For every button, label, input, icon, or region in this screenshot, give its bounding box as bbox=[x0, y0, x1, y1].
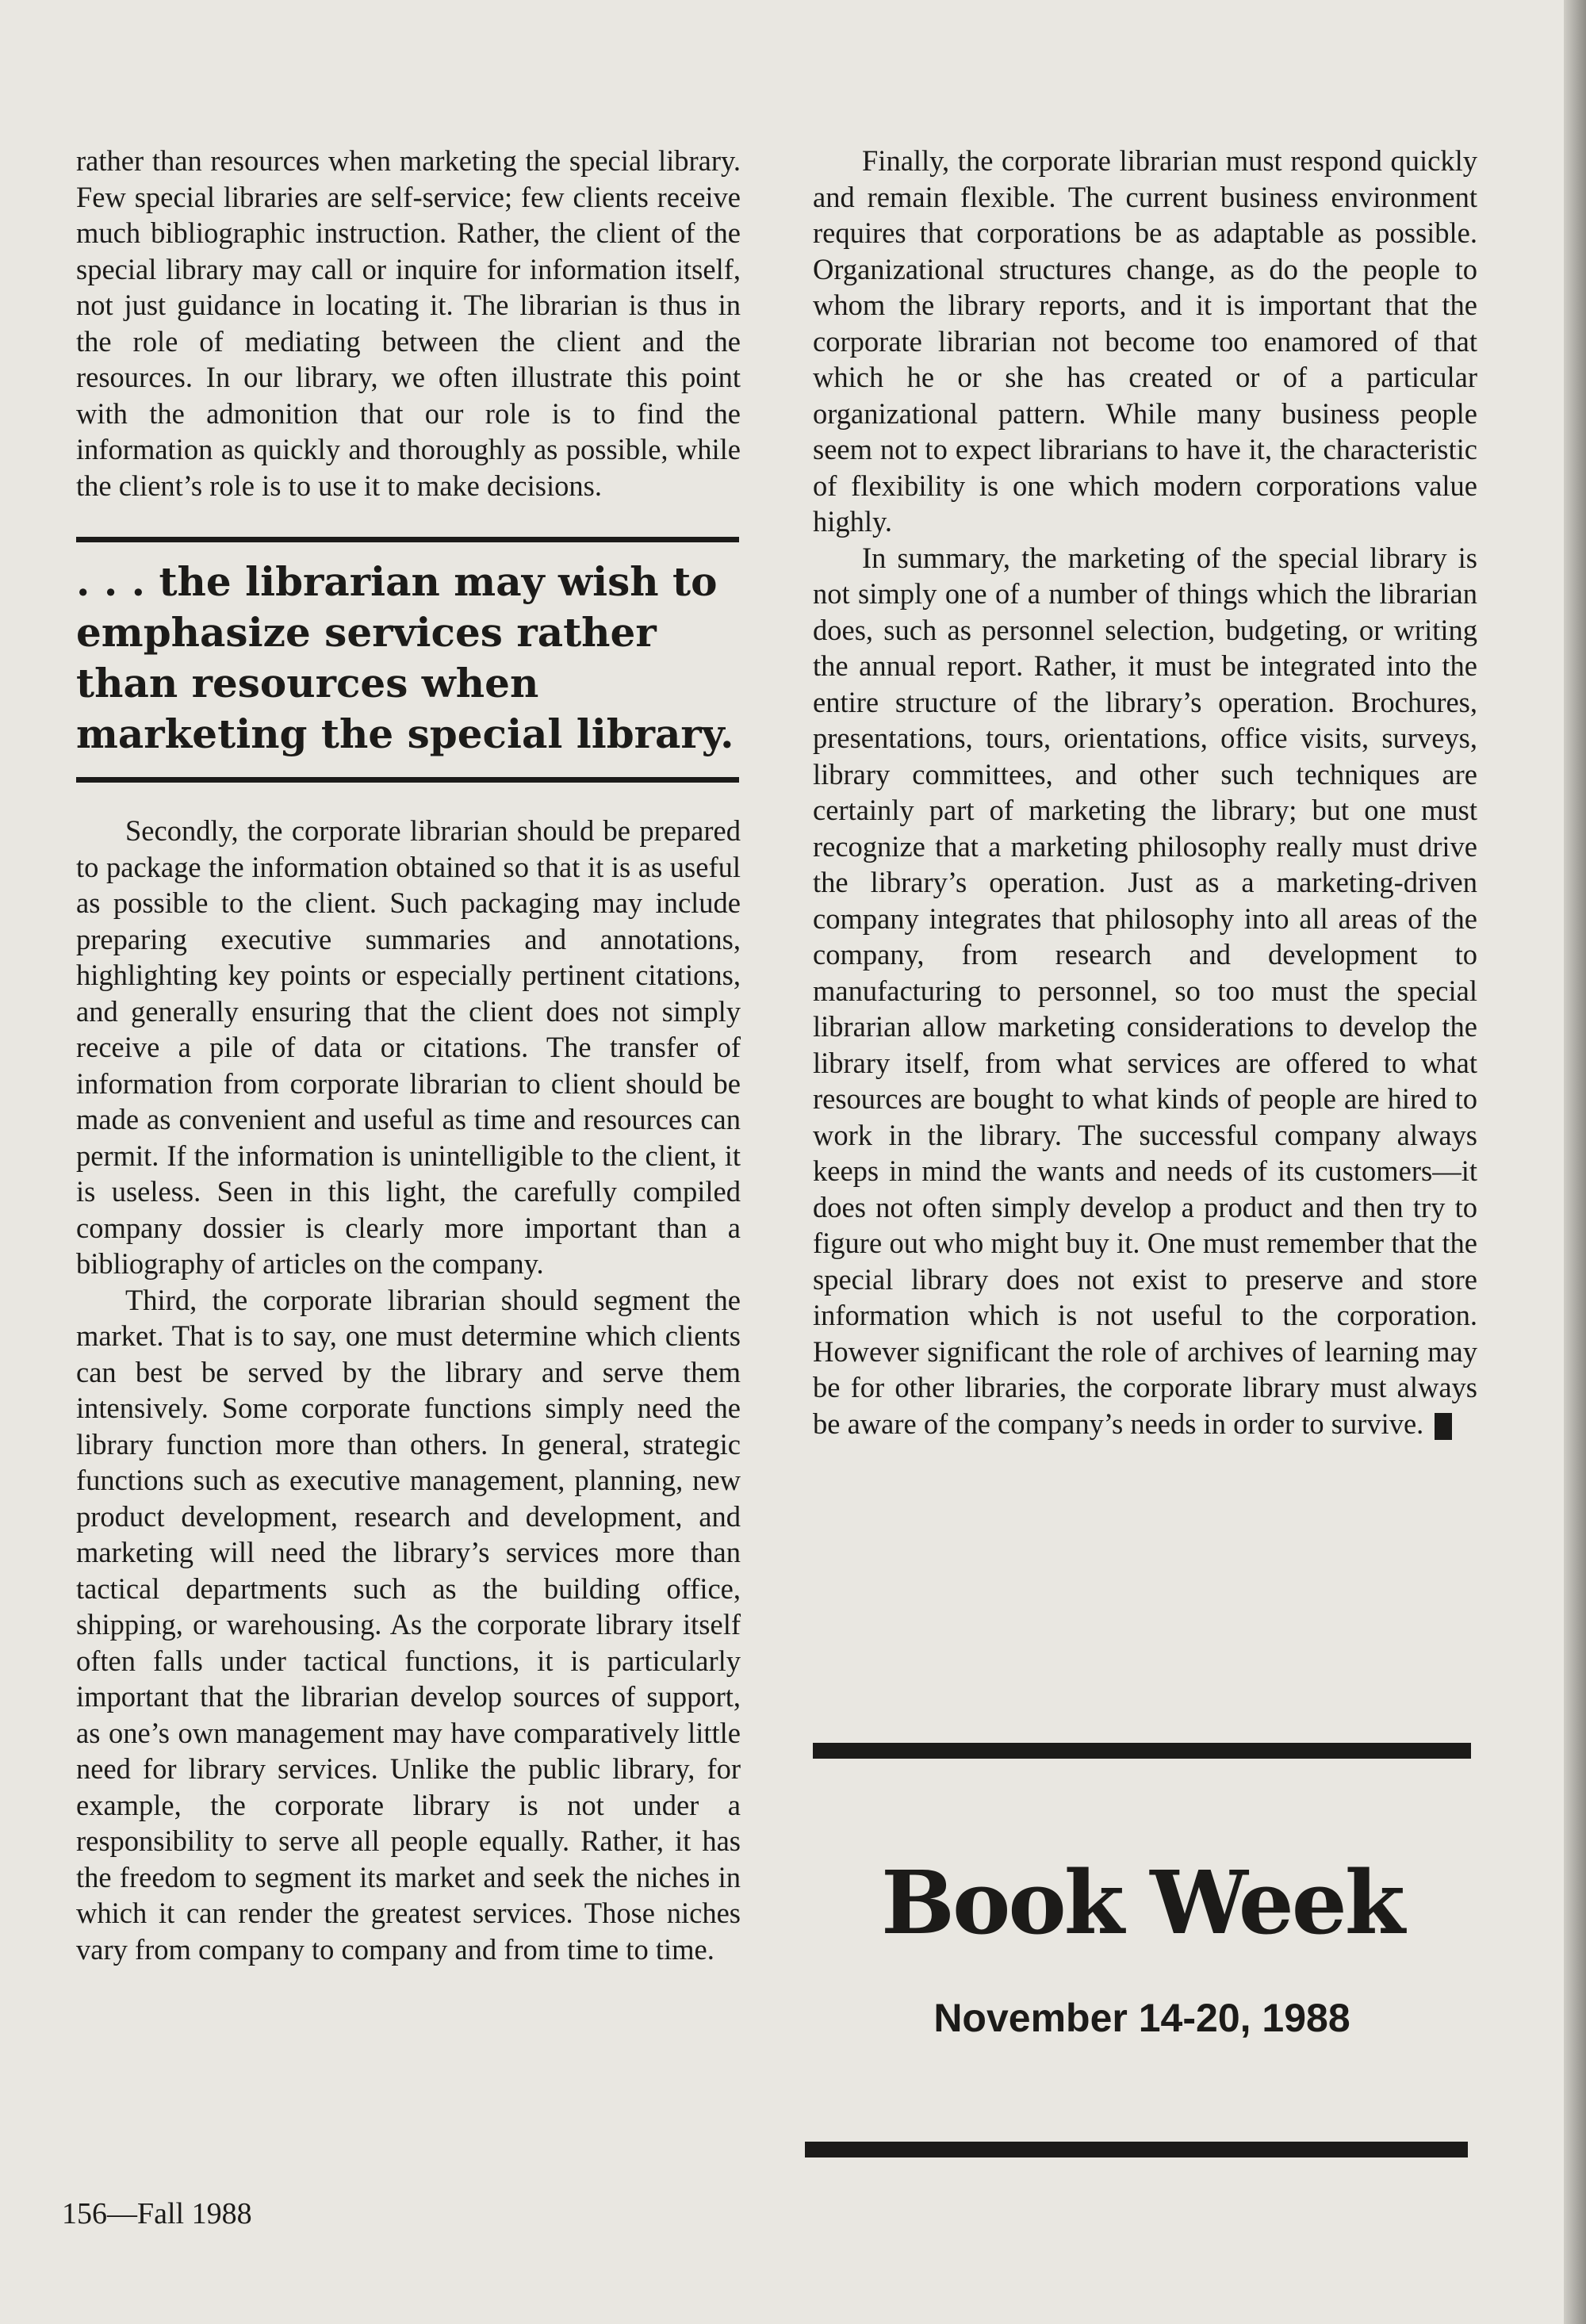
left-paragraph-1: rather than resources when marketing the special library. Few special libraries are self-service; few clients receive much bibliographic instruction. Rather, the client of the special library may call or inquire for information itself, not just guidance in locating it. The librarian is thus in the role of mediating between the client and the resources. In our library, we often illustrate this point with the admonition that our role is to find the information as quickly and thoroughly as possible, while the client’s role is to use it to make decisions. bbox=[76, 144, 741, 502]
page-folio: 156—Fall 1988 bbox=[62, 2197, 252, 2230]
left-paragraph-3: Third, the corporate librarian should segment the market. That is to say, one must determine which clients can best be served by the library and serve them intensively. Some corporate functions simply need the library function more than others. In general, strategic functions such as executive management, planning, new product development, research and development, and marketing will need the library’s services more than tactical departments such as the building office, shipping, or warehousing. As the corporate library itself often falls under tactical functions, it is particularly important that the librarian develop sources of support, as one’s own management may have comparatively little need for library services. Unlike the public library, for example, the corporate library is not under a responsibility to serve all people equally. Rather, it has the freedom to segment its market and seek the niches in which it can render the greatest services. Those niches vary from company to company and from time to time. bbox=[76, 1283, 741, 1966]
right-paragraph-1: Finally, the corporate librarian must respond quickly and remain flexible. The current business environment requires that corporations be as adaptable as possible. Organizational structures change, as do the people to whom the library reports, and it is important that the corporate librarian not become too enamored of that which he or she has created or of a particular organizational pattern. While many business people seem not to expect librarians to have it, the characteristic of flexibility is one which modern corporations value highly. bbox=[813, 144, 1477, 538]
left-column bbox=[76, 143, 741, 1967]
book-week-title: Book Week bbox=[881, 1851, 1403, 1954]
announcement-bottom-rule bbox=[805, 2142, 1468, 2157]
right-paragraph-2 bbox=[813, 540, 1495, 1442]
page-edge-shadow bbox=[1564, 0, 1586, 2324]
book-week-dates: November 14-20, 1988 bbox=[933, 1996, 1350, 2040]
announcement-top-rule bbox=[813, 1743, 1471, 1759]
right-paragraph-2-text: In summary, the marketing of the special library is not simply one of a number of things which the librarian does, such as personnel selection, budgeting, or writing the annual report. Rather, it must be integrated into the entire structure of the library’s operation. Brochures, presentations, tours, orientations, office visits, surveys, library committees, and other such techniques are certainly part of marketing the library; but one must recognize that a marketing philosophy really must drive the library’s operation. Just as a marketing-driven company integrates that philosophy into all areas of the company, from research and development to manufacturing to personnel, so too must the special librarian allow marketing considerations to develop the library itself, from what services are offered to what resources are bought to what kinds of people are hired to work in the library. The successful company always keeps in mind the wants and needs of its customers—it does not often simply develop a product and then try to figure out who might buy it. One must remember that the special library does not exist to preserve and store information which is not useful to the corporation. However significant the role of archives of learning may be for other libraries, the corporate library must always be aware of the company’s needs in order to survive. bbox=[813, 541, 1477, 1440]
right-column bbox=[813, 143, 1495, 1441]
pull-quote: . . . the librarian may wish to emphasize services rather than resources when marketing the special library. bbox=[76, 537, 739, 783]
left-paragraph-2: Secondly, the corporate librarian should be prepared to package the information obtained so that it is as useful as possible to the client. Such packaging may include preparing executive summaries and annotations, highlighting key points or especially pertinent citations, and generally ensuring that the client does not simply receive a pile of data or citations. The transfer of information from corporate librarian to client should be made as convenient and useful as time and resources can permit. If the information is unintelligible to the client, it is useless. Seen in this light, the carefully compiled company dossier is clearly more important than a bibliography of articles on the company. bbox=[76, 814, 741, 1280]
end-of-article-mark: sl bbox=[1435, 1413, 1452, 1440]
